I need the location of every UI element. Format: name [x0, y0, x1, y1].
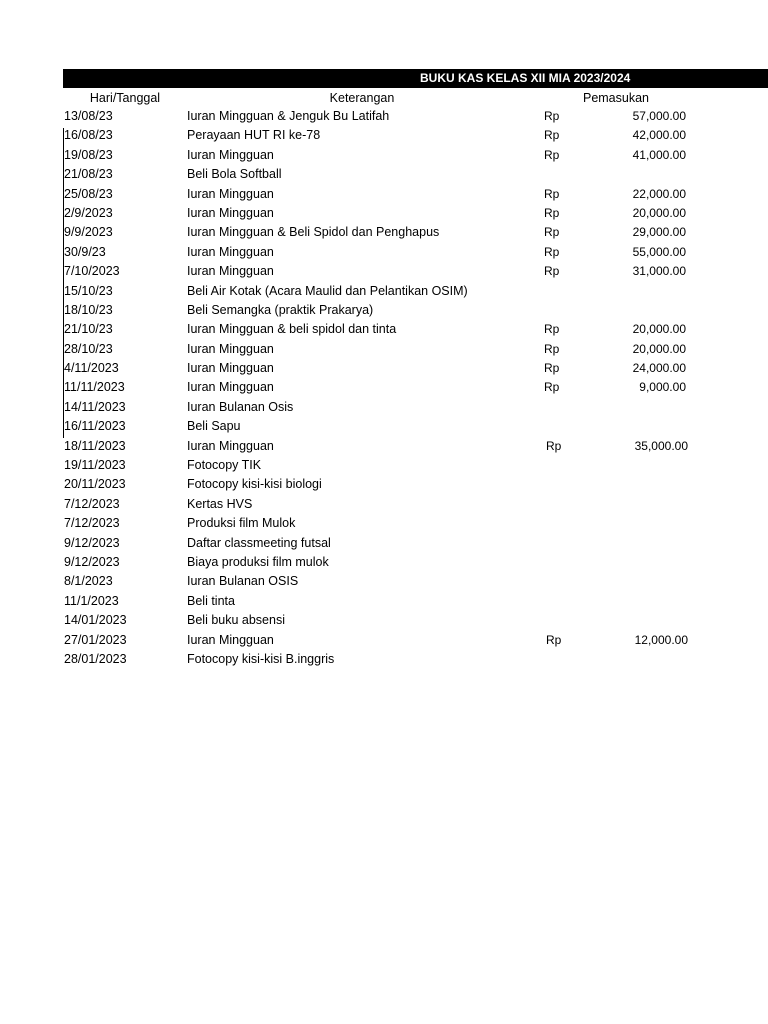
ledger-row	[0, 126, 768, 145]
ledger-row	[0, 650, 768, 669]
row-currency: Rp	[544, 225, 560, 240]
row-amount: 22,000.00	[632, 186, 686, 201]
row-amount: 57,000.00	[632, 109, 686, 123]
row-amount	[590, 282, 686, 301]
ledger-row	[0, 378, 768, 397]
row-description: Fotocopy TIK	[187, 458, 262, 473]
row-description: Iuran Mingguan	[187, 264, 274, 279]
row-description: Iuran Mingguan & Jenguk Bu Latifah	[187, 109, 390, 123]
row-date: 11/1/2023	[64, 593, 119, 608]
row-date: 13/08/23	[64, 109, 113, 123]
row-description: Iuran Bulanan Osis	[187, 399, 294, 414]
row-description: Fotocopy kisi-kisi B.inggris	[187, 651, 335, 666]
row-description: Beli Sapu	[187, 419, 241, 434]
row-description: Perayaan HUT RI ke-78	[187, 128, 321, 143]
row-amount	[592, 475, 688, 494]
row-description: Biaya produksi film mulok	[187, 554, 329, 569]
row-description: Beli tinta	[187, 593, 235, 608]
ledger-row	[0, 631, 768, 650]
row-amount: 55,000.00	[632, 244, 686, 259]
row-amount	[590, 398, 686, 417]
row-amount	[592, 534, 688, 553]
ledger-row	[0, 592, 768, 611]
row-amount	[590, 165, 686, 184]
row-amount	[592, 592, 688, 611]
title-bar	[63, 69, 768, 88]
ledger-row	[0, 534, 768, 553]
ledger-row	[0, 340, 768, 359]
row-date: 11/11/2023	[64, 380, 125, 395]
row-currency: Rp	[544, 380, 560, 395]
row-date: 7/12/2023	[64, 496, 120, 511]
row-amount: 20,000.00	[632, 341, 686, 356]
row-description: Fotocopy kisi-kisi biologi	[187, 477, 322, 492]
row-date: 30/9/23	[64, 244, 106, 259]
row-date: 4/11/2023	[64, 361, 119, 376]
ledger-row	[0, 572, 768, 591]
row-amount	[592, 572, 688, 591]
row-date: 28/01/2023	[64, 651, 127, 666]
ledger-row	[0, 107, 768, 126]
row-description: Iuran Mingguan	[187, 380, 274, 395]
row-amount: 24,000.00	[632, 361, 686, 376]
row-date: 9/9/2023	[64, 225, 113, 240]
ledger-row	[0, 437, 768, 456]
row-currency: Rp	[544, 341, 560, 356]
ledger-row	[0, 146, 768, 165]
row-currency: Rp	[544, 361, 560, 376]
ledger-row	[0, 185, 768, 204]
row-date: 25/08/23	[64, 186, 113, 201]
row-amount: 20,000.00	[632, 322, 686, 337]
row-description: Iuran Mingguan	[187, 438, 274, 453]
ledger-row	[0, 243, 768, 262]
row-currency: Rp	[544, 264, 560, 279]
row-date: 28/10/23	[64, 341, 113, 356]
row-amount: 20,000.00	[632, 205, 686, 220]
row-amount: 31,000.00	[632, 264, 686, 279]
row-currency: Rp	[544, 322, 560, 337]
row-description: Kertas HVS	[187, 496, 253, 511]
row-amount	[592, 456, 688, 475]
row-date: 27/01/2023	[64, 632, 127, 647]
row-date: 9/12/2023	[64, 554, 120, 569]
row-date: 16/11/2023	[64, 419, 126, 434]
ledger-row	[0, 204, 768, 223]
row-currency: Rp	[544, 128, 560, 143]
row-amount	[592, 650, 688, 669]
column-header-description: Keterangan	[329, 91, 395, 105]
row-currency: Rp	[546, 438, 562, 453]
ledger-row	[0, 165, 768, 184]
ledger-row	[0, 262, 768, 281]
row-description: Iuran Mingguan	[187, 341, 274, 356]
row-date: 8/1/2023	[64, 574, 113, 589]
ledger-row	[0, 359, 768, 378]
ledger-row	[0, 282, 768, 301]
row-date: 2/9/2023	[64, 205, 113, 220]
row-description: Iuran Bulanan OSIS	[187, 574, 299, 589]
ledger-row	[0, 417, 768, 436]
ledger-row	[0, 553, 768, 572]
row-description: Iuran Mingguan	[187, 632, 274, 647]
row-date: 7/10/2023	[64, 264, 120, 279]
row-amount: 41,000.00	[632, 147, 686, 162]
row-currency: Rp	[544, 109, 560, 123]
row-date: 21/08/23	[64, 167, 113, 182]
row-date: 19/08/23	[64, 147, 113, 162]
row-date: 15/10/23	[64, 283, 113, 298]
row-date: 20/11/2023	[64, 477, 126, 492]
ledger-rows	[0, 107, 768, 669]
row-date: 7/12/2023	[64, 516, 120, 531]
row-description: Iuran Mingguan	[187, 244, 274, 259]
row-date: 9/12/2023	[64, 535, 120, 550]
row-date: 18/10/23	[64, 302, 113, 317]
row-description: Produksi film Mulok	[187, 516, 296, 531]
row-description: Iuran Mingguan	[187, 186, 274, 201]
row-amount	[590, 417, 686, 436]
row-currency: Rp	[544, 205, 560, 220]
row-description: Beli Air Kotak (Acara Maulid dan Pelantikan OSIM)	[187, 283, 468, 298]
row-description: Beli Bola Softball	[187, 167, 282, 182]
row-description: Beli buku absensi	[187, 613, 285, 628]
row-amount: 42,000.00	[632, 128, 686, 143]
row-currency: Rp	[544, 244, 560, 259]
row-amount	[592, 553, 688, 572]
ledger-row	[0, 223, 768, 242]
row-date: 14/11/2023	[64, 399, 126, 414]
row-amount: 35,000.00	[634, 438, 688, 453]
row-description: Daftar classmeeting futsal	[187, 535, 331, 550]
row-date: 21/10/23	[64, 322, 113, 337]
ledger-row	[0, 611, 768, 630]
row-description: Iuran Mingguan	[187, 205, 274, 220]
ledger-row	[0, 495, 768, 514]
ledger-title: BUKU KAS KELAS XII MIA 2023/2024	[420, 71, 631, 85]
row-currency: Rp	[544, 186, 560, 201]
ledger-row	[0, 320, 768, 339]
ledger-row	[0, 456, 768, 475]
row-description: Beli Semangka (praktik Prakarya)	[187, 302, 374, 317]
column-header-date: Hari/Tanggal	[89, 91, 161, 105]
row-date: 14/01/2023	[64, 613, 127, 628]
row-amount: 9,000.00	[639, 380, 686, 395]
row-currency: Rp	[544, 147, 560, 162]
row-date: 16/08/23	[64, 128, 113, 143]
row-currency: Rp	[546, 632, 562, 647]
row-description: Iuran Mingguan & Beli Spidol dan Penghapus	[187, 225, 440, 240]
row-amount: 29,000.00	[632, 225, 686, 240]
ledger-row	[0, 514, 768, 533]
ledger-row	[0, 475, 768, 494]
ledger-row	[0, 301, 768, 320]
row-date: 18/11/2023	[64, 438, 126, 453]
ledger-row	[0, 398, 768, 417]
column-header-income: Pemasukan	[582, 91, 649, 105]
row-amount	[592, 611, 688, 630]
row-amount: 12,000.00	[634, 632, 688, 647]
row-description: Iuran Mingguan	[187, 147, 274, 162]
row-amount	[590, 301, 686, 320]
row-description: Iuran Mingguan & beli spidol dan tinta	[187, 322, 397, 337]
row-amount	[592, 514, 688, 533]
row-date: 19/11/2023	[64, 458, 126, 473]
row-description: Iuran Mingguan	[187, 361, 274, 376]
row-amount	[592, 495, 688, 514]
